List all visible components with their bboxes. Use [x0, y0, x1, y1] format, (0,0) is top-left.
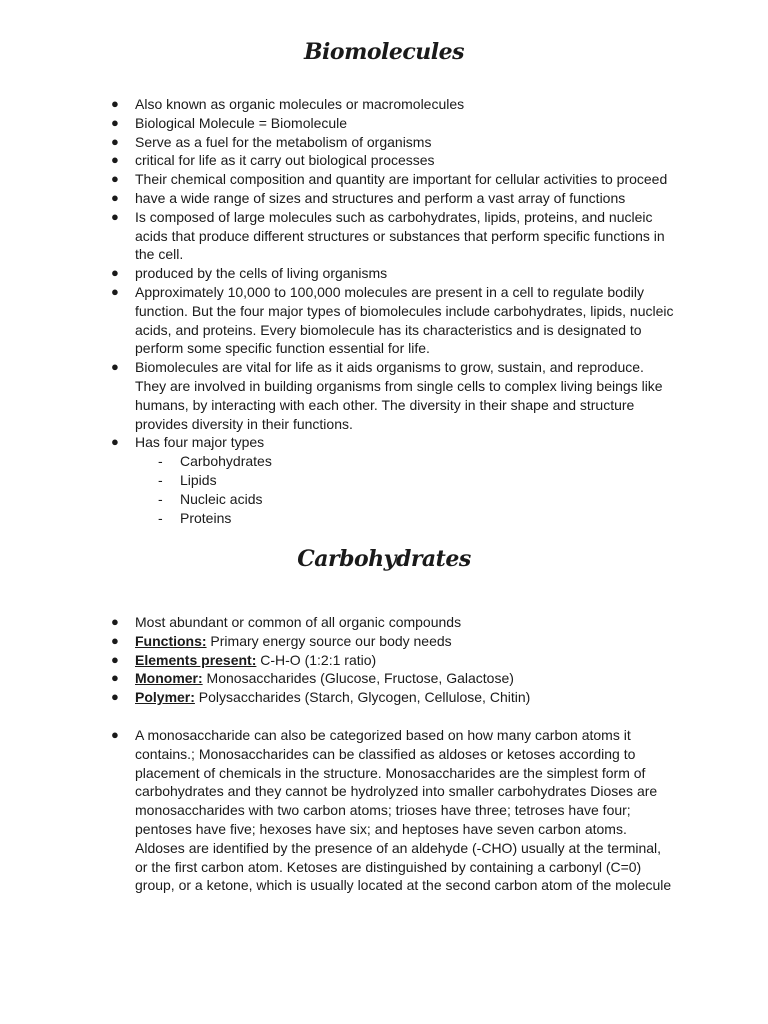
list-item: ● Most abundant or common of all organic compounds	[111, 614, 462, 630]
major-types-list	[135, 452, 675, 527]
dash-icon: -	[158, 490, 163, 507]
list-item: ● Elements present: C-H-O (1:2:1 ratio)	[111, 651, 377, 668]
list-item: ● Approximately 10,000 to 100,000 molecules are present in a cell to regulate bodily function. But the four major types of biomolecules include carbohydrates, lipids, nucleic acids, and proteins. Every biomolecule has its characteristics and is designated to perform some specific function essential for life.	[111, 283, 674, 357]
bullet-icon: ●	[111, 114, 119, 130]
list-item: ● Functions: Primary energy source our body needs	[111, 632, 452, 649]
bullet-icon: ●	[111, 96, 119, 111]
sub-list-item: - Proteins	[158, 509, 232, 526]
carbohydrates-bullet-list	[0, 613, 675, 707]
polymer-label: Polymer:	[135, 689, 195, 706]
bullet-icon: ●	[111, 670, 119, 686]
sub-list-item: - Lipids	[158, 471, 217, 488]
carbohydrates-title: Carbohydrates	[297, 546, 471, 572]
list-item: ● Monomer: Monosaccharides (Glucose, Fructose, Galactose)	[111, 670, 514, 687]
list-item: ● Also known as organic molecules or macromolecules	[111, 96, 465, 112]
functions-label: Functions:	[135, 632, 207, 649]
sub-list-item: - Nucleic acids	[158, 490, 263, 507]
list-item: ● Polymer: Polysaccharides (Starch, Glycogen, Cellulose, Chitin)	[111, 689, 531, 706]
bullet-icon: ●	[111, 208, 119, 224]
bullet-icon: ●	[111, 651, 119, 667]
bullet-icon: ●	[111, 283, 119, 299]
list-item: ● A monosaccharide can also be categorized based on how many carbon atoms it contains.; Monosaccharides can be classified as aldoses or ketoses according to placement of chemicals in the structure. Monosaccharides are the simplest form of carbohydrates and they cannot be hydrolyzed into smaller carbohydrates Dioses are monosaccharides with two carbon atoms; trioses have three; tetroses have four; pentoses have five; hexoses have six; and heptoses have seven carbon atoms. Aldoses are identified by the presence of an aldehyde (-CHO) usually at the terminal, or the first carbon atom. Ketoses are distinguished by containing a carbonyl (C=0) group, or a ketone, which is usually located at the second carbon atom of the molecule	[111, 727, 672, 894]
bullet-icon: ●	[111, 189, 119, 205]
sub-list-item: - Carbohydrates	[158, 453, 272, 470]
monosaccharide-paragraph-list	[0, 726, 675, 895]
biomolecules-bullet-list	[0, 95, 675, 527]
dash-icon: -	[158, 471, 163, 488]
bullet-icon: ●	[111, 265, 119, 281]
bullet-icon: ●	[111, 152, 119, 168]
bullet-icon: ●	[111, 727, 119, 742]
list-item: ● produced by the cells of living organisms	[111, 265, 388, 282]
bullet-icon: ●	[111, 689, 119, 705]
list-item: ● critical for life as it carry out biological processes	[111, 152, 435, 169]
list-item: ● Is composed of large molecules such as carbohydrates, lipids, proteins, and nucleic acids that produce different structures or substances that perform specific functions in the cell.	[111, 208, 665, 263]
bullet-icon: ●	[111, 614, 119, 629]
dash-icon: -	[158, 509, 163, 526]
list-item: ● Their chemical composition and quantity are important for cellular activities to proceed	[111, 171, 668, 188]
dash-icon: -	[158, 453, 163, 470]
elements-label: Elements present:	[135, 651, 257, 668]
bullet-icon: ●	[111, 133, 119, 149]
list-item: ● have a wide range of sizes and structures and perform a vast array of functions	[111, 189, 626, 206]
list-item: ● Serve as a fuel for the metabolism of organisms	[111, 133, 432, 150]
bullet-icon: ●	[111, 434, 119, 450]
bullet-icon: ●	[111, 632, 119, 648]
list-item: ● Biomolecules are vital for life as it aids organisms to grow, sustain, and reproduce. They are involved in building organisms from single cells to complex living beings like humans, by interacting with each other. The diversity in their shape and structure provides diversity in their functions.	[111, 359, 663, 432]
biomolecules-title: Biomolecules	[303, 39, 465, 65]
list-item: ● Has four major types - Carbohydrates - Lipids - Nucleic acids - Proteins	[0, 433, 675, 527]
bullet-icon: ●	[111, 359, 119, 375]
bullet-icon: ●	[111, 171, 119, 187]
list-item: ● Biological Molecule = Biomolecule	[111, 114, 348, 131]
monomer-label: Monomer:	[135, 670, 203, 687]
